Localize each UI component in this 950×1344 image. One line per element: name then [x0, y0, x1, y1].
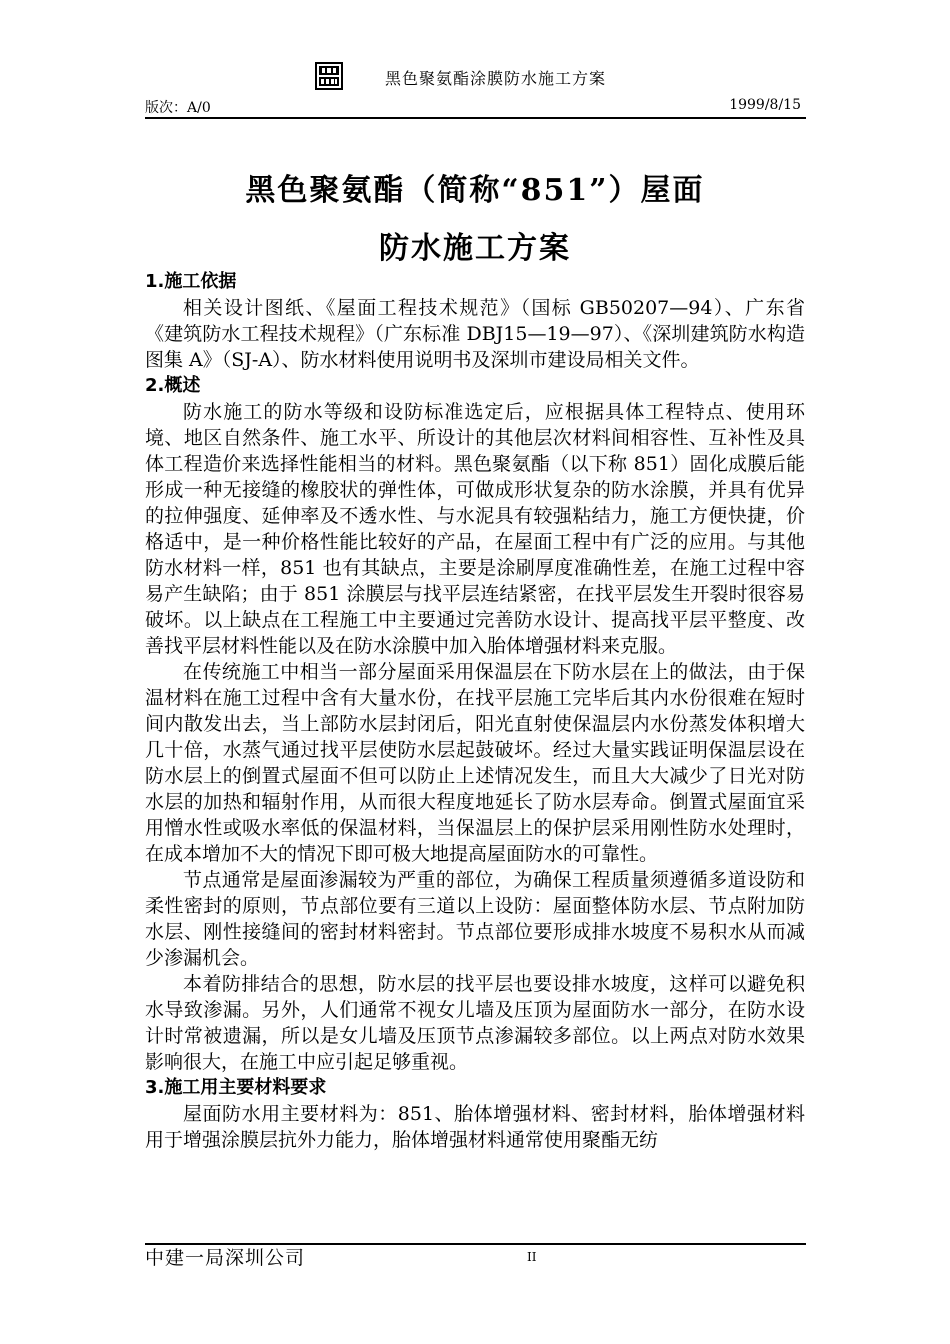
document-body	[145, 269, 805, 1153]
paragraph: 相关设计图纸、《屋面工程技术规范》（国标 GB50207—94）、广东省《建筑防水工程技术规程》（广东标准 DBJ15—19—97）、《深圳建筑防水构造图集 A》（SJ-A）、防水材料使用说明书及深圳市建设局相关文件。	[145, 297, 805, 371]
page-header	[145, 62, 805, 98]
paragraph: 节点通常是屋面渗漏较为严重的部位，为确保工程质量须遵循多道设防和柔性密封的原则，节点部位要有三道以上设防：屋面整体防水层、节点附加防水层、刚性接缝间的密封材料密封。节点部位要形成排水坡度不易积水从而减少渗漏机会。	[145, 869, 805, 969]
page-number: II	[527, 1250, 537, 1264]
section-heading-overview: 2.概述	[145, 375, 201, 396]
footer-company: 中建一局深圳公司	[145, 1247, 306, 1269]
header-divider	[145, 117, 806, 119]
document-title-line1: 黑色聚氨酯（简称“851”）屋面	[245, 173, 705, 208]
cscec-logo-icon	[315, 62, 343, 90]
header-date: 1999/8/15	[729, 97, 801, 113]
document-title-line2: 防水施工方案	[379, 231, 571, 266]
paragraph: 防水施工的防水等级和设防标准选定后，应根据具体工程特点、使用环境、地区自然条件、施工水平、所设计的其他层次材料间相容性、互补性及具体工程造价来选择性能相当的材料。黑色聚氨酯（以下称 851）固化成膜后能形成一种无接缝的橡胶状的弹性体，可做成形状复杂的防水涂膜，并具有优异的拉伸强度、延伸率及不透水性、与水泥具有较强粘结力，施工方便快捷，价格适中，是一种价格性能比较好的产品，在屋面工程中有广泛的应用。与其他防水材料一样，851 也有其缺点，主要是涂刷厚度准确性差，在施工过程中容易产生缺陷；由于 851 涂膜层与找平层连结紧密，在找平层发生开裂时很容易破坏。以上缺点在工程施工中主要通过完善防水设计、提高找平层平整度、改善找平层材料性能以及在防水涂膜中加入胎体增强材料来克服。	[145, 401, 805, 657]
version-label: 版次：A/0	[145, 100, 211, 116]
header-meta	[145, 97, 805, 117]
paragraph: 在传统施工中相当一部分屋面采用保温层在下防水层在上的做法，由于保温材料在施工过程中含有大量水份，在找平层施工完毕后其内水份很难在短时间内散发出去，当上部防水层封闭后，阳光直射使保温层内水份蒸发体积增大几十倍，水蒸气通过找平层使防水层起鼓破坏。经过大量实践证明保温层设在防水层上的倒置式屋面不但可以防止上述情况发生，而且大大减少了日光对防水层的加热和辐射作用，从而很大程度地延长了防水层寿命。倒置式屋面宜采用憎水性或吸水率低的保温材料，当保温层上的保护层采用刚性防水处理时，在成本增加不大的情况下即可极大地提高屋面防水的可靠性。	[145, 661, 805, 865]
header-title: 黑色聚氨酯涂膜防水施工方案	[385, 69, 607, 88]
paragraph: 本着防排结合的思想，防水层的找平层也要设排水坡度，这样可以避免积水导致渗漏。另外，人们通常不视女儿墙及压顶为屋面防水一部分，在防水设计时常被遗漏，所以是女儿墙及压顶节点渗漏较多部位。以上两点对防水效果影响很大，在施工中应引起足够重视。	[145, 973, 805, 1073]
paragraph: 屋面防水用主要材料为：851、胎体增强材料、密封材料，胎体增强材料用于增强涂膜层抗外力能力，胎体增强材料通常使用聚酯无纺	[145, 1103, 805, 1151]
section-heading-materials: 3.施工用主要材料要求	[145, 1077, 327, 1098]
section-heading-basis: 1.施工依据	[145, 271, 237, 292]
